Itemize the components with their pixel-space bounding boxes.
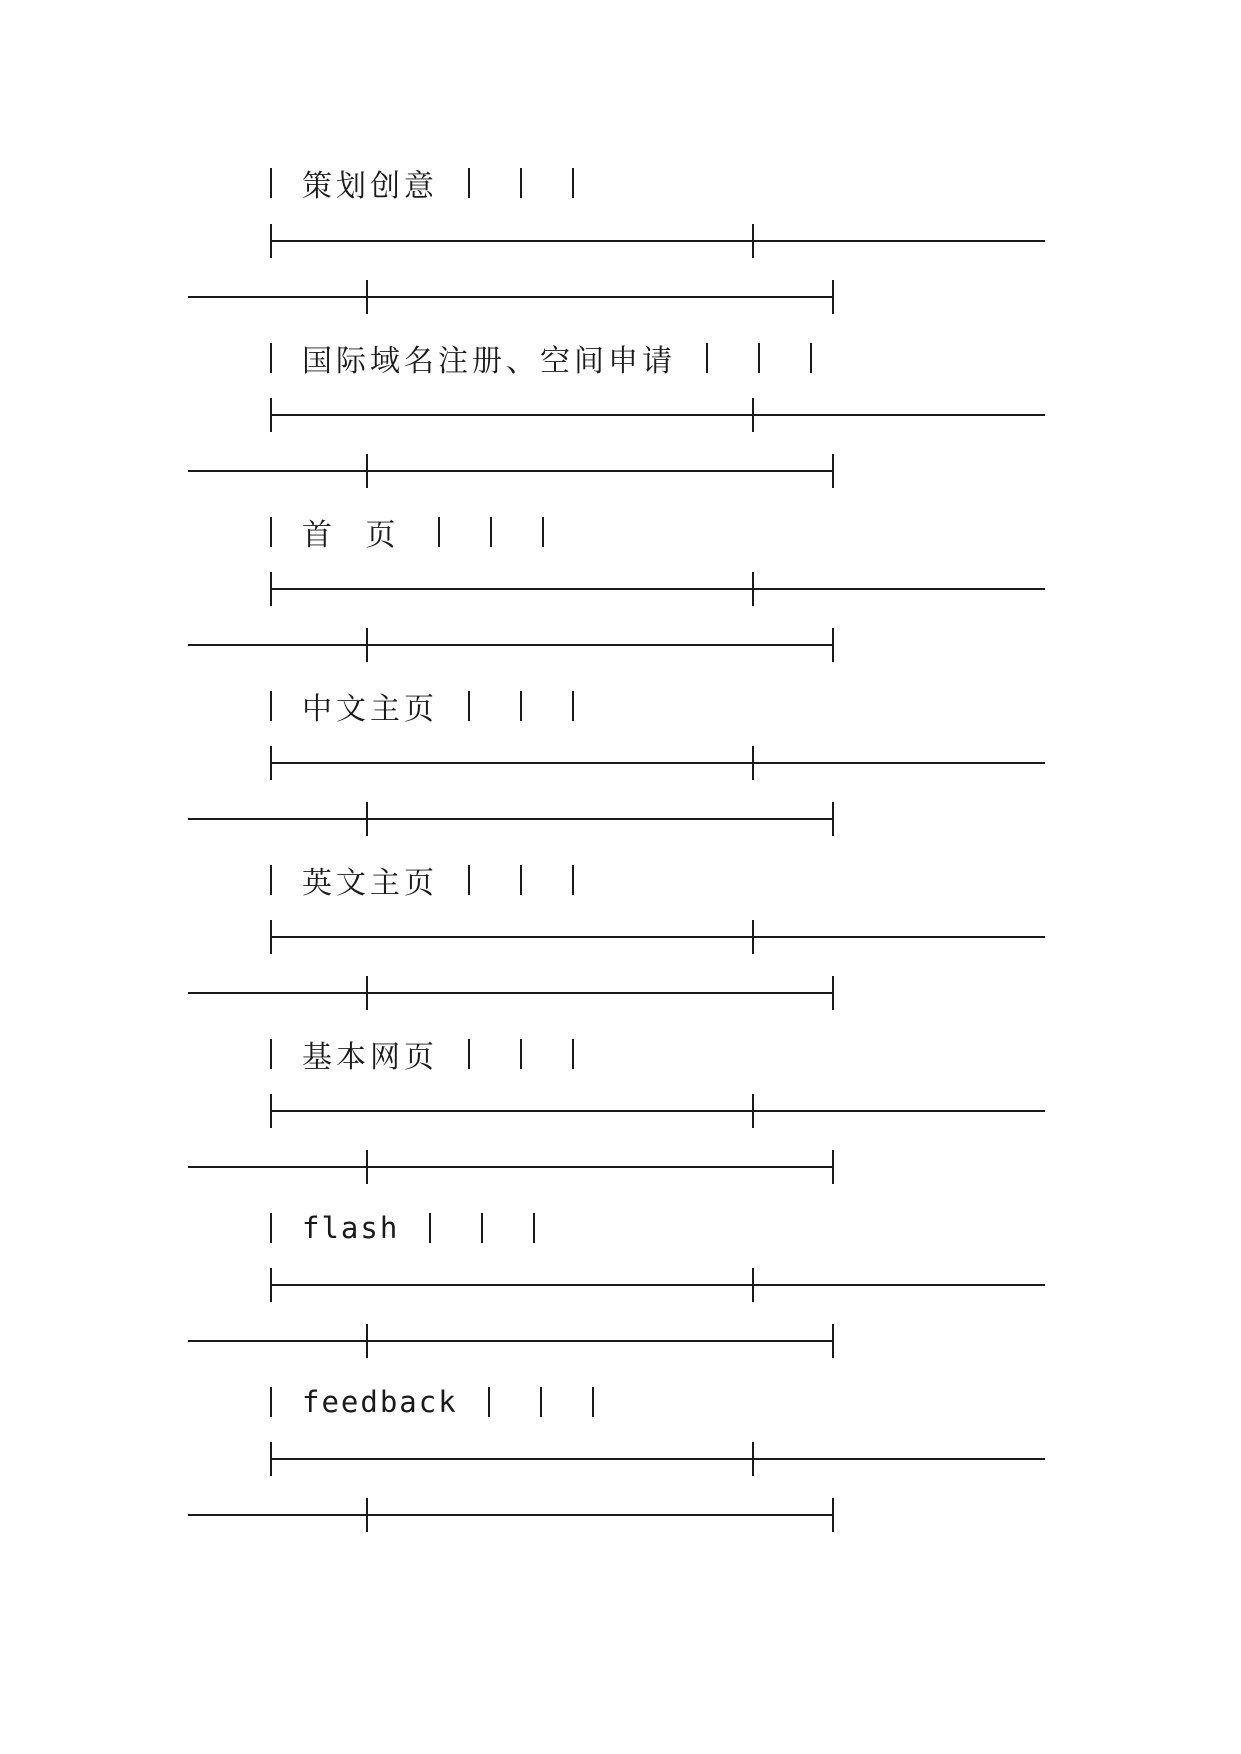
cell-border: [481, 1213, 483, 1243]
rule-tick: [366, 628, 368, 662]
rule-tick: [752, 1268, 754, 1302]
cell-border: [488, 1387, 490, 1417]
table-rule: [188, 1166, 833, 1168]
cell-border: [572, 1039, 574, 1069]
table-rule: [188, 818, 833, 820]
cell-border: [468, 691, 470, 721]
cell-border: [438, 517, 440, 547]
rule-tick: [270, 572, 272, 606]
table-rule: [270, 1458, 1045, 1460]
cell-border: [468, 168, 470, 198]
table-rule: [188, 296, 833, 298]
table-rule: [270, 1284, 1045, 1286]
cell-border: [270, 1213, 272, 1243]
rule-tick: [752, 1442, 754, 1476]
cell-border: [270, 517, 272, 547]
rule-tick: [270, 1094, 272, 1128]
row-label: 英文主页: [302, 866, 438, 901]
table-rule: [188, 1340, 833, 1342]
rule-tick: [366, 1498, 368, 1532]
rule-tick: [832, 976, 834, 1010]
table-rule: [270, 936, 1045, 938]
rule-tick: [366, 802, 368, 836]
table-row: [270, 338, 812, 378]
rule-tick: [270, 920, 272, 954]
table-rule: [188, 1514, 833, 1516]
cell-border: [468, 1039, 470, 1069]
row-label: 国际域名注册、空间申请: [302, 344, 676, 379]
cell-border: [520, 1039, 522, 1069]
rule-tick: [270, 1442, 272, 1476]
rule-tick: [366, 454, 368, 488]
rule-tick: [832, 628, 834, 662]
rule-tick: [366, 976, 368, 1010]
table-rule: [270, 414, 1045, 416]
table-row: [270, 512, 544, 552]
cell-border: [270, 1039, 272, 1069]
cell-border: [542, 517, 544, 547]
table-row: [270, 1208, 535, 1248]
cell-border: [540, 1387, 542, 1417]
rule-tick: [832, 1150, 834, 1184]
table-row: [270, 1382, 594, 1422]
cell-border: [520, 168, 522, 198]
table-row: [270, 686, 574, 726]
cell-border: [572, 865, 574, 895]
rule-tick: [752, 920, 754, 954]
table-row: [270, 163, 574, 203]
cell-border: [468, 865, 470, 895]
cell-border: [592, 1387, 594, 1417]
table-row: [270, 1034, 574, 1074]
rule-tick: [366, 1150, 368, 1184]
row-label: 策划创意: [302, 169, 438, 204]
cell-border: [270, 343, 272, 373]
cell-border: [810, 343, 812, 373]
rule-tick: [270, 398, 272, 432]
table-rule: [270, 588, 1045, 590]
rule-tick: [752, 746, 754, 780]
rule-tick: [832, 280, 834, 314]
cell-border: [706, 343, 708, 373]
cell-border: [758, 343, 760, 373]
cell-border: [520, 865, 522, 895]
rule-tick: [832, 1498, 834, 1532]
row-label: 首 页: [302, 518, 408, 553]
rule-tick: [752, 398, 754, 432]
cell-border: [533, 1213, 535, 1243]
rule-tick: [832, 802, 834, 836]
table-rule: [188, 470, 833, 472]
cell-border: [429, 1213, 431, 1243]
rule-tick: [366, 1324, 368, 1358]
rule-tick: [366, 280, 368, 314]
row-label: feedback: [302, 1385, 458, 1419]
cell-border: [572, 168, 574, 198]
table-rule: [270, 762, 1045, 764]
cell-border: [270, 1387, 272, 1417]
table-rule: [270, 240, 1045, 242]
rule-tick: [752, 1094, 754, 1128]
cell-border: [270, 865, 272, 895]
cell-border: [572, 691, 574, 721]
rule-tick: [832, 1324, 834, 1358]
rule-tick: [270, 224, 272, 258]
table-row: [270, 860, 574, 900]
table-rule: [270, 1110, 1045, 1112]
table-rule: [188, 992, 833, 994]
cell-border: [490, 517, 492, 547]
cell-border: [270, 168, 272, 198]
rule-tick: [752, 224, 754, 258]
cell-border: [270, 691, 272, 721]
row-label: 中文主页: [302, 692, 438, 727]
rule-tick: [752, 572, 754, 606]
rule-tick: [832, 454, 834, 488]
rule-tick: [270, 746, 272, 780]
table-rule: [188, 644, 833, 646]
row-label: flash: [302, 1211, 400, 1245]
cell-border: [520, 691, 522, 721]
rule-tick: [270, 1268, 272, 1302]
row-label: 基本网页: [302, 1040, 438, 1075]
